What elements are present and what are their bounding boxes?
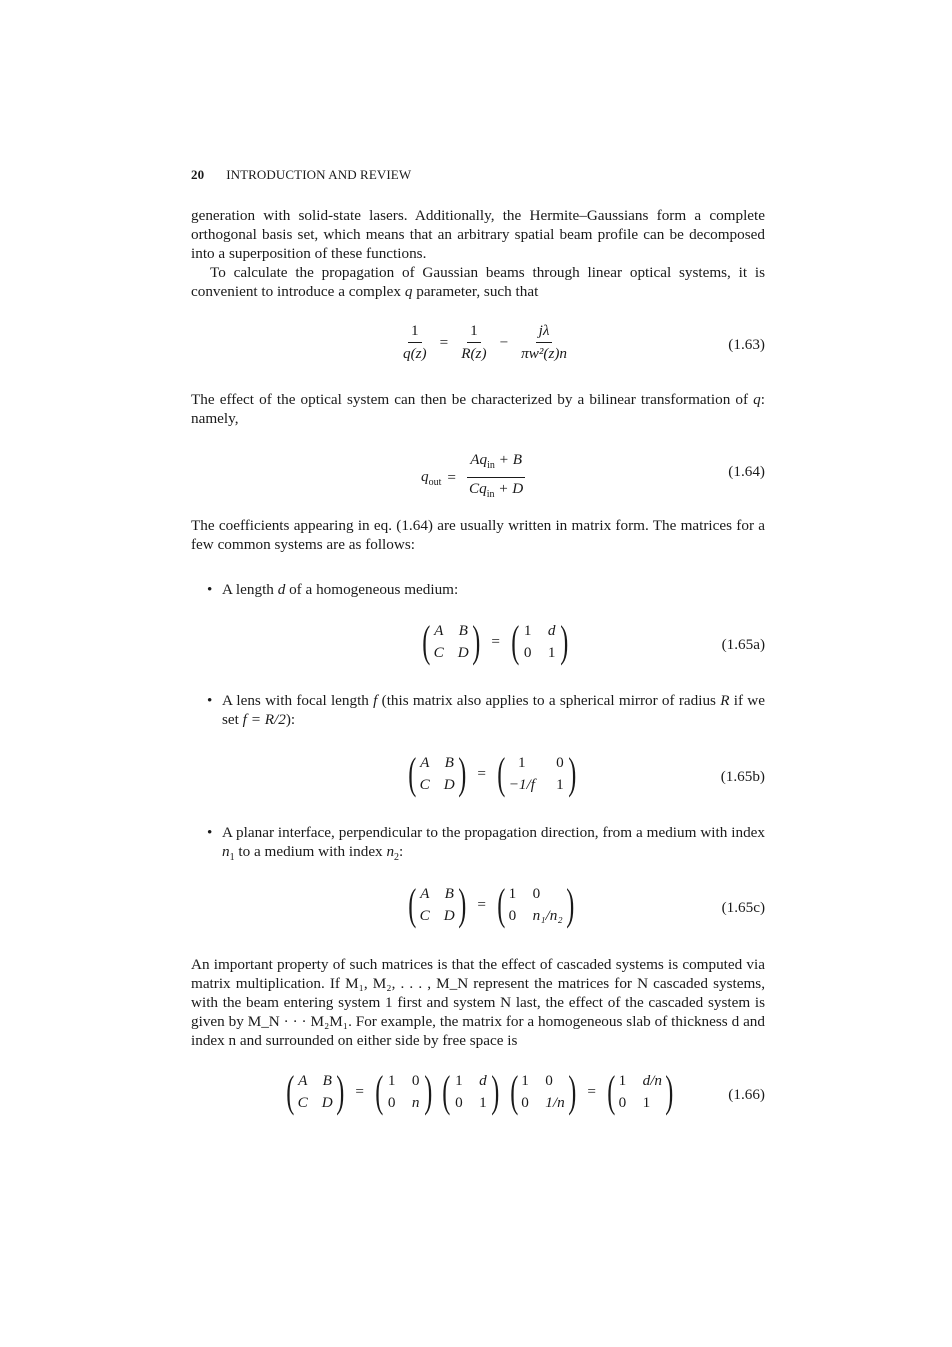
eq166-matrix-1: ( 1 0 0 n ) [375, 1067, 433, 1116]
para2-var-q: q [404, 283, 413, 300]
eq164-num-a: Aq [470, 451, 488, 468]
paragraph-5: An important property of such matrices is that the effect of cascaded systems is computed via matrix multiplication. If M₁, M₂, . . . , M_N represent the matrices for N cascaded systems, with the beam entering system 1 first and system N last, the effect of the cascaded system is given by M_N · · · M₂M₁. For example, the matrix for a homogeneous slab of thickness d and index n and surrounded on either side by free space is [191, 956, 765, 1049]
eq166-math: ( A B C D ) = ( 1 0 0 n ) ( 1 d 0 1 ) ( 1 0 0 1/n ) = ( 1 d/n 0 1 ) [281, 1070, 679, 1114]
math-symbol: B [444, 885, 454, 902]
math-symbol: to a medium with index [234, 843, 387, 860]
para3-text-b: : namely, [191, 391, 765, 427]
eq163-frac3 [518, 322, 570, 363]
equation-1-63 [191, 318, 765, 378]
paragraph-4: The coefficients appearing in eq. (1.64) are usually written in matrix form. The matrices for a few common systems are as follows: [191, 517, 765, 553]
eq165a-math: ( A B C D ) = ( 1 d 0 1 ) [417, 620, 573, 664]
math-symbol: C [297, 1094, 308, 1111]
math-symbol: 0 [523, 644, 532, 661]
eq163-d2: R(z) [461, 345, 487, 362]
math-symbol: 0 [455, 1094, 463, 1111]
math-symbol: A [420, 885, 430, 902]
math-symbol: C [433, 644, 444, 661]
eq165a-lhs-matrix: ( A B C D ) [422, 617, 481, 666]
math-symbol: A lens with focal length [222, 692, 374, 709]
eq165b-number: (1.65b) [720, 768, 765, 785]
math-symbol: 0 [411, 1072, 420, 1089]
eq164-number: (1.64) [728, 463, 765, 480]
math-symbol: R [720, 692, 730, 709]
eq166-matrix-4: ( 1 d/n 0 1 ) [607, 1067, 674, 1116]
bullet-item-2 [207, 691, 765, 729]
math-symbol: 2 [394, 852, 400, 864]
eq165a-number: (1.65a) [721, 636, 765, 653]
eq163-n1: 1 [408, 322, 422, 343]
eq165c-rhs-matrix: ( 1 0 0 n₁/n₂ ) [497, 880, 574, 929]
math-symbol: 0 [545, 1072, 553, 1089]
math-symbol: D [321, 1094, 333, 1111]
math-symbol: A [434, 622, 444, 639]
math-symbol: B [322, 1072, 332, 1089]
eq164-den [466, 478, 526, 504]
math-symbol: 1 [387, 1072, 396, 1089]
math-symbol: A [420, 754, 430, 771]
math-symbol: −1/f [508, 776, 535, 793]
eq165b-rhs-matrix: ( 1 0 −1/f 1 ) [497, 749, 577, 798]
math-symbol: B [444, 754, 454, 771]
eq163-d3: πw²(z)n [521, 345, 568, 362]
math-symbol: : [399, 843, 404, 860]
math-symbol: n₁/n₂ [532, 907, 563, 924]
math-symbol: 0 [521, 1094, 529, 1111]
eq165c-lhs-matrix: ( A B C D ) [408, 880, 467, 929]
math-symbol: D [443, 776, 455, 793]
eq164-num [467, 451, 525, 478]
math-symbol: d [547, 622, 556, 639]
math-symbol: 1/n [545, 1094, 565, 1111]
equation-1-66 [191, 1067, 765, 1130]
bullet-1-text [222, 580, 765, 599]
eq164-math: $q_{out}$ = $\frac{Aq_{in} + B}{Cq_{in} + D}$ [421, 451, 530, 504]
math-symbol: 1 [508, 885, 517, 902]
bullet-item-1 [207, 580, 765, 599]
eq164-lhs [421, 468, 441, 488]
math-symbol: C [419, 776, 430, 793]
eq165a-rhs-matrix: ( 1 d 0 1 ) [511, 617, 569, 666]
eq166-matrix-2: ( 1 d 0 1 ) [442, 1067, 500, 1116]
math-symbol: 1 [518, 754, 526, 771]
bullet-dot-icon: • [207, 581, 213, 598]
math-symbol: n [222, 843, 230, 860]
math-symbol: D [457, 644, 469, 661]
equation-1-65b [191, 749, 765, 812]
eq166-matrix-3: ( 1 0 0 1/n ) [509, 1067, 577, 1116]
math-symbol: 1 [229, 852, 235, 864]
math-symbol: n [411, 1094, 420, 1111]
math-symbol: 1 [455, 1072, 463, 1089]
math-symbol: 1 [642, 1094, 651, 1111]
math-symbol: ): [285, 711, 296, 728]
math-symbol: 0 [618, 1094, 627, 1111]
running-title: INTRODUCTION AND REVIEW [226, 167, 412, 182]
math-symbol: d/n [642, 1072, 663, 1089]
eq164-num-tail: + B [494, 451, 522, 468]
eq164-den-tail: + D [494, 480, 524, 498]
math-symbol: A [298, 1072, 308, 1089]
eq163-d1: q(z) [403, 345, 427, 362]
bullet-dot-icon: • [207, 692, 213, 709]
bullet-item-3 [207, 823, 765, 867]
math-symbol: 1 [521, 1072, 529, 1089]
para3-var-q: q [753, 391, 761, 408]
para3-text-a: The effect of the optical system can then be characterized by a bilinear transformation of [191, 391, 754, 408]
eq163-number: (1.63) [728, 336, 765, 353]
math-symbol: (this matrix also applies to a spherical mirror of radius [377, 692, 721, 709]
math-symbol: 1 [618, 1072, 627, 1089]
eq165b-math: ( A B C D ) = ( 1 0 −1/f 1 ) [403, 752, 582, 796]
math-symbol: C [419, 907, 430, 924]
paragraph-3 [191, 390, 765, 428]
math-symbol: if we set [222, 692, 765, 728]
math-symbol: B [458, 622, 468, 639]
paragraph-2 [191, 263, 765, 301]
math-symbol: 0 [532, 885, 541, 902]
eq164-den-c: Cq [468, 480, 487, 498]
running-head [191, 167, 411, 183]
math-symbol: D [443, 907, 455, 924]
eq164-lhs-sub: out [428, 476, 442, 488]
math-symbol: 1 [479, 1094, 487, 1111]
eq163-n2: 1 [467, 322, 481, 343]
eq163-math: $\frac{1}{q(z)}$ = $\frac{1}{R(z)}$ − $\frac{j\lambda}{\text{πw²(z)n}}$ [396, 322, 574, 363]
math-symbol: f = R/2 [242, 711, 286, 728]
math-symbol: 0 [508, 907, 517, 924]
page-number: 20 [191, 167, 205, 182]
bullet1-b: of a homogeneous medium: [285, 581, 459, 598]
math-symbol: 0 [556, 754, 564, 771]
eq163-frac2 [458, 322, 489, 363]
eq166-matrix-0: ( A B C D ) [286, 1067, 345, 1116]
eq165c-number: (1.65c) [721, 899, 765, 916]
equation-1-65c [191, 880, 765, 943]
bullet-dot-icon: • [207, 824, 213, 841]
math-symbol: f [373, 692, 378, 709]
math-symbol: 1 [556, 776, 564, 793]
eq164-lhs-q: q [421, 467, 429, 485]
math-symbol: A planar interface, perpendicular to the propagation direction, from a medium with index [222, 824, 765, 841]
math-symbol: 1 [523, 622, 532, 639]
bullet1-a: A length [222, 581, 278, 598]
math-symbol: 0 [387, 1094, 396, 1111]
eq164-den-sub: in [486, 489, 495, 501]
paragraph-1: generation with solid-state lasers. Additionally, the Hermite–Gaussians form a complete orthogonal basis set, which means that an arbitrary spatial beam profile can be decomposed into a superposition of these functions. [191, 207, 765, 262]
eq163-n3: jλ [536, 322, 553, 343]
eq164-frac [466, 451, 526, 504]
bullet-2-text [222, 691, 765, 729]
equation-1-65a [191, 617, 765, 680]
para2-text-a: To calculate the propagation of Gaussian beams through linear optical systems, it is convenient to introduce a complex [191, 264, 765, 300]
bullet-3-text [222, 823, 765, 867]
eq165b-lhs-matrix: ( A B C D ) [408, 749, 467, 798]
eq165c-math: ( A B C D ) = ( 1 0 0 n₁/n₂ ) [403, 883, 579, 927]
eq164-num-sub: in [487, 460, 495, 472]
math-symbol: n [386, 843, 395, 860]
math-symbol: 1 [547, 644, 556, 661]
para2-text-b: parameter, such that [412, 283, 539, 300]
eq163-frac1 [400, 322, 430, 363]
math-symbol: d [479, 1072, 487, 1089]
bullet1-var: d [277, 581, 286, 598]
equation-1-64 [191, 447, 765, 507]
eq166-number: (1.66) [728, 1086, 765, 1103]
